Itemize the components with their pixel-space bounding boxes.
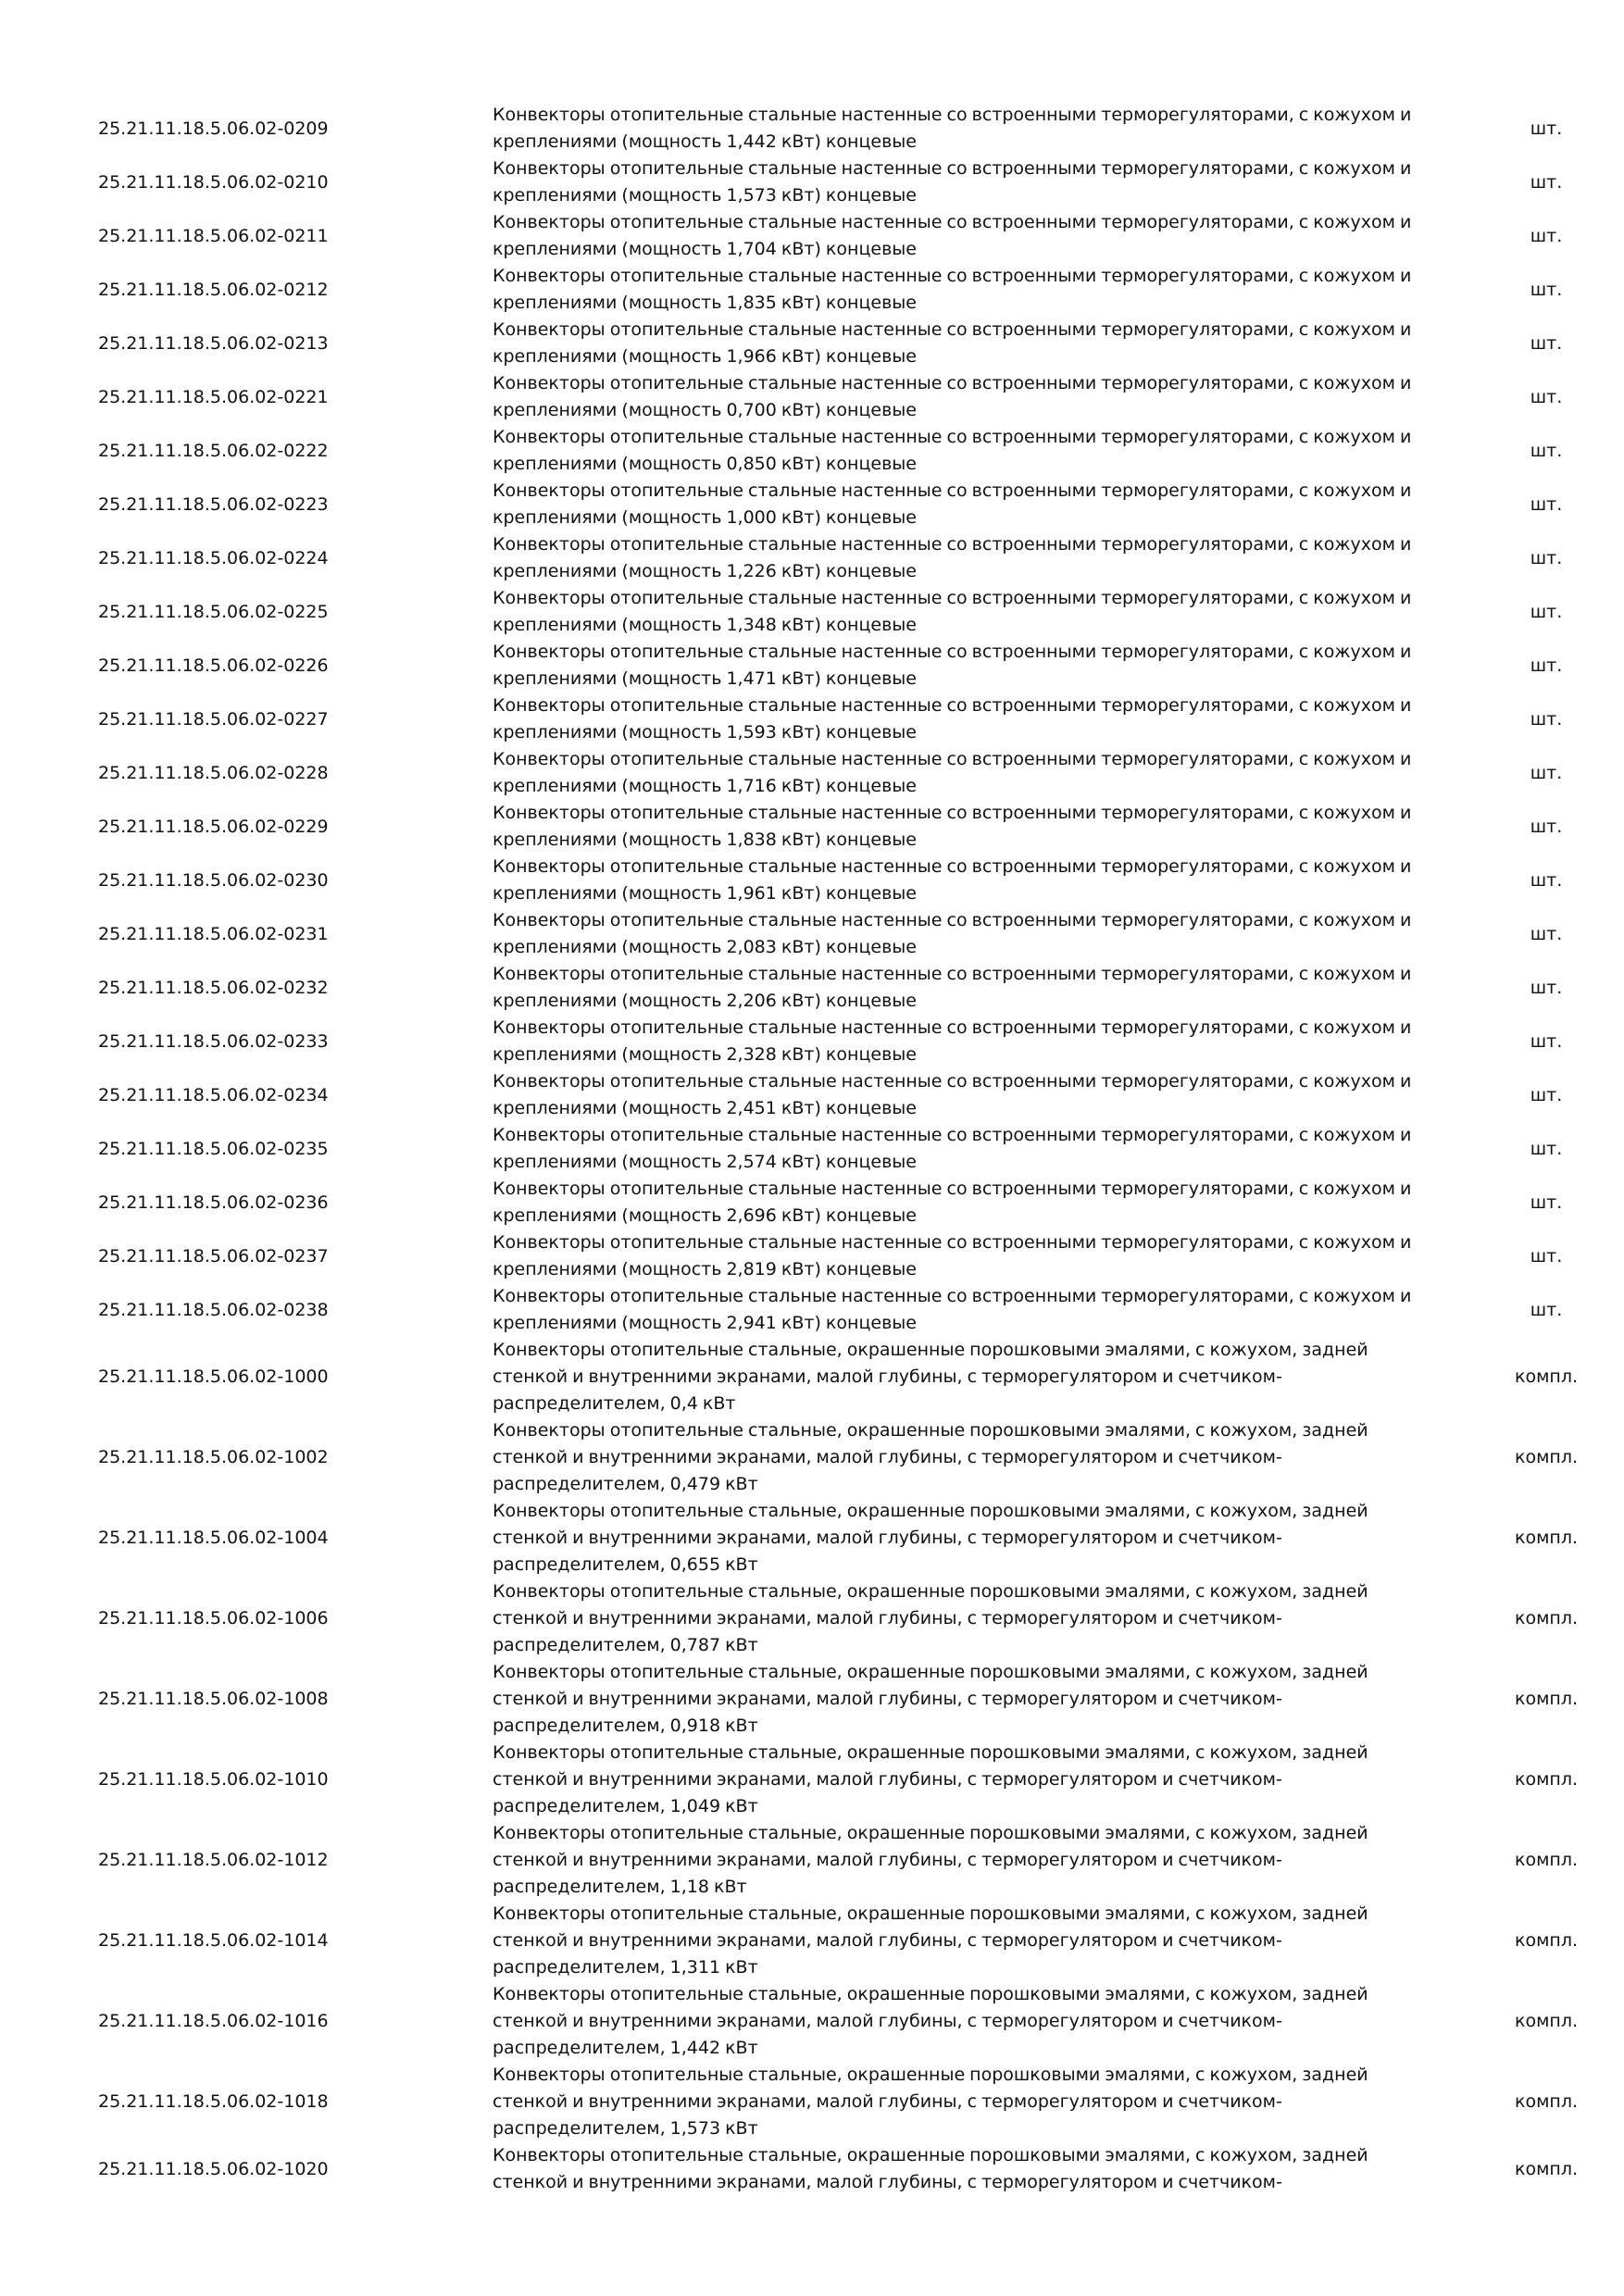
unit-of-measure: шт. xyxy=(1530,977,1563,998)
unit-of-measure: шт. xyxy=(1530,1299,1563,1320)
unit-of-measure: шт. xyxy=(1530,601,1563,622)
resource-description: Конвекторы отопительные стальные настенные со встроенными терморегуляторами, с кожухом и креплениями (мощность 1,716 кВт) концевые xyxy=(493,749,1412,796)
resource-description: Конвекторы отопительные стальные, окрашенные порошковыми эмалями, с кожухом, задней стенкой и внутренними экранами, малой глубины, с терморегулятором и счетчиком- распределителем, 1,442 кВт xyxy=(493,1984,1368,2058)
resource-description: Конвекторы отопительные стальные, окрашенные порошковыми эмалями, с кожухом, задней стенкой и внутренними экранами, малой глубины, с терморегулятором и счетчиком- xyxy=(493,2145,1368,2192)
table-row xyxy=(0,2142,1624,2196)
table-row xyxy=(0,1981,1624,2062)
table-row xyxy=(0,800,1624,854)
table-row xyxy=(0,1498,1624,1578)
resource-description: Конвекторы отопительные стальные, окрашенные порошковыми эмалями, с кожухом, задней стенкой и внутренними экранами, малой глубины, с терморегулятором и счетчиком- распределителем, 0,787 кВт xyxy=(493,1581,1368,1655)
unit-of-measure: шт. xyxy=(1530,440,1563,461)
resource-code: 25.21.11.18.5.06.02-0229 xyxy=(98,816,329,837)
resource-code: 25.21.11.18.5.06.02-1018 xyxy=(98,2091,329,2112)
resource-code: 25.21.11.18.5.06.02-1020 xyxy=(98,2158,329,2179)
resource-code: 25.21.11.18.5.06.02-0233 xyxy=(98,1030,329,1052)
table-row xyxy=(0,1068,1624,1122)
resource-code: 25.21.11.18.5.06.02-1006 xyxy=(98,1608,329,1628)
resource-description: Конвекторы отопительные стальные настенные со встроенными терморегуляторами, с кожухом и креплениями (мощность 2,328 кВт) концевые xyxy=(493,1017,1412,1065)
resource-code: 25.21.11.18.5.06.02-1010 xyxy=(98,1769,329,1790)
table-row xyxy=(0,1740,1624,1820)
resource-description: Конвекторы отопительные стальные настенные со встроенными терморегуляторами, с кожухом и креплениями (мощность 2,696 кВт) концевые xyxy=(493,1179,1412,1226)
unit-of-measure: шт. xyxy=(1530,1138,1563,1159)
table-row xyxy=(0,1337,1624,1417)
unit-of-measure: шт. xyxy=(1530,171,1563,193)
resource-description: Конвекторы отопительные стальные, окрашенные порошковыми эмалями, с кожухом, задней стенкой и внутренними экранами, малой глубины, с терморегулятором и счетчиком- распределителем, 1,049 кВт xyxy=(493,1742,1368,1816)
resource-description: Конвекторы отопительные стальные, окрашенные порошковыми эмалями, с кожухом, задней стенкой и внутренними экранами, малой глубины, с терморегулятором и счетчиком- распределителем, 1,573 кВт xyxy=(493,2065,1368,2139)
resource-description: Конвекторы отопительные стальные настенные со встроенными терморегуляторами, с кожухом и креплениями (мощность 1,573 кВт) концевые xyxy=(493,158,1412,206)
table-row xyxy=(0,424,1624,478)
unit-of-measure: компл. xyxy=(1514,1850,1579,1870)
resource-code: 25.21.11.18.5.06.02-0223 xyxy=(98,493,329,515)
table-row xyxy=(0,1015,1624,1068)
table-row xyxy=(0,209,1624,263)
resource-code: 25.21.11.18.5.06.02-1014 xyxy=(98,1930,329,1951)
table-row xyxy=(0,102,1624,156)
table-row xyxy=(0,156,1624,209)
resource-code: 25.21.11.18.5.06.02-0238 xyxy=(98,1299,329,1320)
resource-code: 25.21.11.18.5.06.02-0227 xyxy=(98,708,329,730)
unit-of-measure: шт. xyxy=(1530,869,1563,891)
unit-of-measure: компл. xyxy=(1514,1608,1579,1628)
resource-code: 25.21.11.18.5.06.02-1000 xyxy=(98,1366,329,1387)
unit-of-measure: компл. xyxy=(1514,2011,1579,2031)
resource-description: Конвекторы отопительные стальные настенные со встроенными терморегуляторами, с кожухом и креплениями (мощность 2,451 кВт) концевые xyxy=(493,1071,1412,1118)
resource-description: Конвекторы отопительные стальные, окрашенные порошковыми эмалями, с кожухом, задней стенкой и внутренними экранами, малой глубины, с терморегулятором и счетчиком- распределителем, 0,918 кВт xyxy=(493,1662,1368,1736)
resource-description: Конвекторы отопительные стальные настенные со встроенными терморегуляторами, с кожухом и креплениями (мощность 1,000 кВт) концевые xyxy=(493,480,1412,528)
price-list-table xyxy=(0,102,1624,2196)
table-row xyxy=(0,1229,1624,1283)
table-row xyxy=(0,2062,1624,2142)
table-row xyxy=(0,1283,1624,1337)
unit-of-measure: шт. xyxy=(1530,118,1563,139)
unit-of-measure: шт. xyxy=(1530,762,1563,783)
table-row xyxy=(0,907,1624,961)
unit-of-measure: компл. xyxy=(1514,1366,1579,1387)
resource-description: Конвекторы отопительные стальные, окрашенные порошковыми эмалями, с кожухом, задней стенкой и внутренними экранами, малой глубины, с терморегулятором и счетчиком- распределителем, 0,655 кВт xyxy=(493,1501,1368,1575)
table-row xyxy=(0,317,1624,370)
table-row xyxy=(0,746,1624,800)
resource-description: Конвекторы отопительные стальные, окрашенные порошковыми эмалями, с кожухом, задней стенкой и внутренними экранами, малой глубины, с терморегулятором и счетчиком- распределителем, 0,4 кВт xyxy=(493,1340,1368,1414)
resource-code: 25.21.11.18.5.06.02-0236 xyxy=(98,1192,329,1213)
unit-of-measure: компл. xyxy=(1514,1689,1579,1709)
resource-code: 25.21.11.18.5.06.02-0222 xyxy=(98,440,329,461)
unit-of-measure: шт. xyxy=(1530,547,1563,568)
unit-of-measure: шт. xyxy=(1530,1084,1563,1105)
table-row xyxy=(0,854,1624,907)
resource-description: Конвекторы отопительные стальные, окрашенные порошковыми эмалями, с кожухом, задней стенкой и внутренними экранами, малой глубины, с терморегулятором и счетчиком- распределителем, 0,479 кВт xyxy=(493,1420,1368,1494)
unit-of-measure: компл. xyxy=(1514,2158,1579,2179)
resource-code: 25.21.11.18.5.06.02-0209 xyxy=(98,118,329,139)
unit-of-measure: шт. xyxy=(1530,1030,1563,1052)
resource-description: Конвекторы отопительные стальные настенные со встроенными терморегуляторами, с кожухом и креплениями (мощность 1,226 кВт) концевые xyxy=(493,534,1412,581)
unit-of-measure: компл. xyxy=(1514,1447,1579,1467)
unit-of-measure: шт. xyxy=(1530,225,1563,246)
resource-description: Конвекторы отопительные стальные настенные со встроенными терморегуляторами, с кожухом и креплениями (мощность 2,941 кВт) концевые xyxy=(493,1286,1412,1333)
resource-description: Конвекторы отопительные стальные настенные со встроенными терморегуляторами, с кожухом и креплениями (мощность 2,206 кВт) концевые xyxy=(493,964,1412,1011)
resource-description: Конвекторы отопительные стальные настенные со встроенными терморегуляторами, с кожухом и креплениями (мощность 2,819 кВт) концевые xyxy=(493,1232,1412,1279)
table-row xyxy=(0,1417,1624,1498)
unit-of-measure: шт. xyxy=(1530,386,1563,407)
table-row xyxy=(0,263,1624,317)
table-row xyxy=(0,1122,1624,1176)
unit-of-measure: шт. xyxy=(1530,923,1563,944)
resource-description: Конвекторы отопительные стальные настенные со встроенными терморегуляторами, с кожухом и креплениями (мощность 2,083 кВт) концевые xyxy=(493,910,1412,957)
resource-code: 25.21.11.18.5.06.02-0225 xyxy=(98,601,329,622)
resource-description: Конвекторы отопительные стальные настенные со встроенными терморегуляторами, с кожухом и креплениями (мощность 1,442 кВт) концевые xyxy=(493,105,1412,152)
table-row xyxy=(0,1659,1624,1740)
resource-description: Конвекторы отопительные стальные настенные со встроенными терморегуляторами, с кожухом и креплениями (мощность 1,961 кВт) концевые xyxy=(493,856,1412,904)
resource-code: 25.21.11.18.5.06.02-1004 xyxy=(98,1528,329,1548)
resource-description: Конвекторы отопительные стальные настенные со встроенными терморегуляторами, с кожухом и креплениями (мощность 1,348 кВт) концевые xyxy=(493,588,1412,635)
unit-of-measure: компл. xyxy=(1514,1930,1579,1951)
resource-code: 25.21.11.18.5.06.02-0228 xyxy=(98,762,329,783)
resource-description: Конвекторы отопительные стальные настенные со встроенными терморегуляторами, с кожухом и креплениями (мощность 1,838 кВт) концевые xyxy=(493,803,1412,850)
resource-code: 25.21.11.18.5.06.02-0211 xyxy=(98,225,329,246)
resource-code: 25.21.11.18.5.06.02-0221 xyxy=(98,386,329,407)
resource-description: Конвекторы отопительные стальные настенные со встроенными терморегуляторами, с кожухом и креплениями (мощность 1,704 кВт) концевые xyxy=(493,212,1412,259)
resource-description: Конвекторы отопительные стальные, окрашенные порошковыми эмалями, с кожухом, задней стенкой и внутренними экранами, малой глубины, с терморегулятором и счетчиком- распределителем, 1,311 кВт xyxy=(493,1903,1368,1978)
unit-of-measure: шт. xyxy=(1530,816,1563,837)
resource-code: 25.21.11.18.5.06.02-0212 xyxy=(98,279,329,300)
resource-description: Конвекторы отопительные стальные настенные со встроенными терморегуляторами, с кожухом и креплениями (мощность 0,700 кВт) концевые xyxy=(493,373,1412,420)
resource-description: Конвекторы отопительные стальные настенные со встроенными терморегуляторами, с кожухом и креплениями (мощность 1,593 кВт) концевые xyxy=(493,695,1412,742)
table-row xyxy=(0,1578,1624,1659)
unit-of-measure: компл. xyxy=(1514,2091,1579,2112)
resource-code: 25.21.11.18.5.06.02-1008 xyxy=(98,1689,329,1709)
resource-code: 25.21.11.18.5.06.02-0226 xyxy=(98,655,329,676)
unit-of-measure: шт. xyxy=(1530,279,1563,300)
table-row xyxy=(0,1176,1624,1229)
resource-description: Конвекторы отопительные стальные настенные со встроенными терморегуляторами, с кожухом и креплениями (мощность 1,966 кВт) концевые xyxy=(493,319,1412,367)
table-row xyxy=(0,639,1624,693)
resource-code: 25.21.11.18.5.06.02-1012 xyxy=(98,1850,329,1870)
resource-code: 25.21.11.18.5.06.02-0210 xyxy=(98,171,329,193)
resource-description: Конвекторы отопительные стальные настенные со встроенными терморегуляторами, с кожухом и креплениями (мощность 2,574 кВт) концевые xyxy=(493,1125,1412,1172)
resource-code: 25.21.11.18.5.06.02-0232 xyxy=(98,977,329,998)
resource-code: 25.21.11.18.5.06.02-1002 xyxy=(98,1447,329,1467)
resource-code: 25.21.11.18.5.06.02-0224 xyxy=(98,547,329,568)
resource-description: Конвекторы отопительные стальные, окрашенные порошковыми эмалями, с кожухом, задней стенкой и внутренними экранами, малой глубины, с терморегулятором и счетчиком- распределителем, 1,18 кВт xyxy=(493,1823,1368,1897)
table-row xyxy=(0,1901,1624,1981)
unit-of-measure: компл. xyxy=(1514,1528,1579,1548)
table-row xyxy=(0,585,1624,639)
table-row xyxy=(0,370,1624,424)
table-row xyxy=(0,1820,1624,1901)
resource-description: Конвекторы отопительные стальные настенные со встроенными терморегуляторами, с кожухом и креплениями (мощность 1,835 кВт) концевые xyxy=(493,266,1412,313)
unit-of-measure: шт. xyxy=(1530,1192,1563,1213)
table-row xyxy=(0,693,1624,746)
unit-of-measure: компл. xyxy=(1514,1769,1579,1790)
table-row xyxy=(0,478,1624,531)
resource-description: Конвекторы отопительные стальные настенные со встроенными терморегуляторами, с кожухом и креплениями (мощность 1,471 кВт) концевые xyxy=(493,642,1412,689)
resource-code: 25.21.11.18.5.06.02-0230 xyxy=(98,869,329,891)
resource-code: 25.21.11.18.5.06.02-0231 xyxy=(98,923,329,944)
unit-of-measure: шт. xyxy=(1530,655,1563,676)
resource-code: 25.21.11.18.5.06.02-1016 xyxy=(98,2011,329,2031)
unit-of-measure: шт. xyxy=(1530,332,1563,354)
resource-description: Конвекторы отопительные стальные настенные со встроенными терморегуляторами, с кожухом и креплениями (мощность 0,850 кВт) концевые xyxy=(493,427,1412,474)
unit-of-measure: шт. xyxy=(1530,708,1563,730)
unit-of-measure: шт. xyxy=(1530,493,1563,515)
table-row xyxy=(0,961,1624,1015)
resource-code: 25.21.11.18.5.06.02-0234 xyxy=(98,1084,329,1105)
table-row xyxy=(0,531,1624,585)
resource-code: 25.21.11.18.5.06.02-0237 xyxy=(98,1245,329,1267)
resource-code: 25.21.11.18.5.06.02-0235 xyxy=(98,1138,329,1159)
unit-of-measure: шт. xyxy=(1530,1245,1563,1267)
resource-code: 25.21.11.18.5.06.02-0213 xyxy=(98,332,329,354)
